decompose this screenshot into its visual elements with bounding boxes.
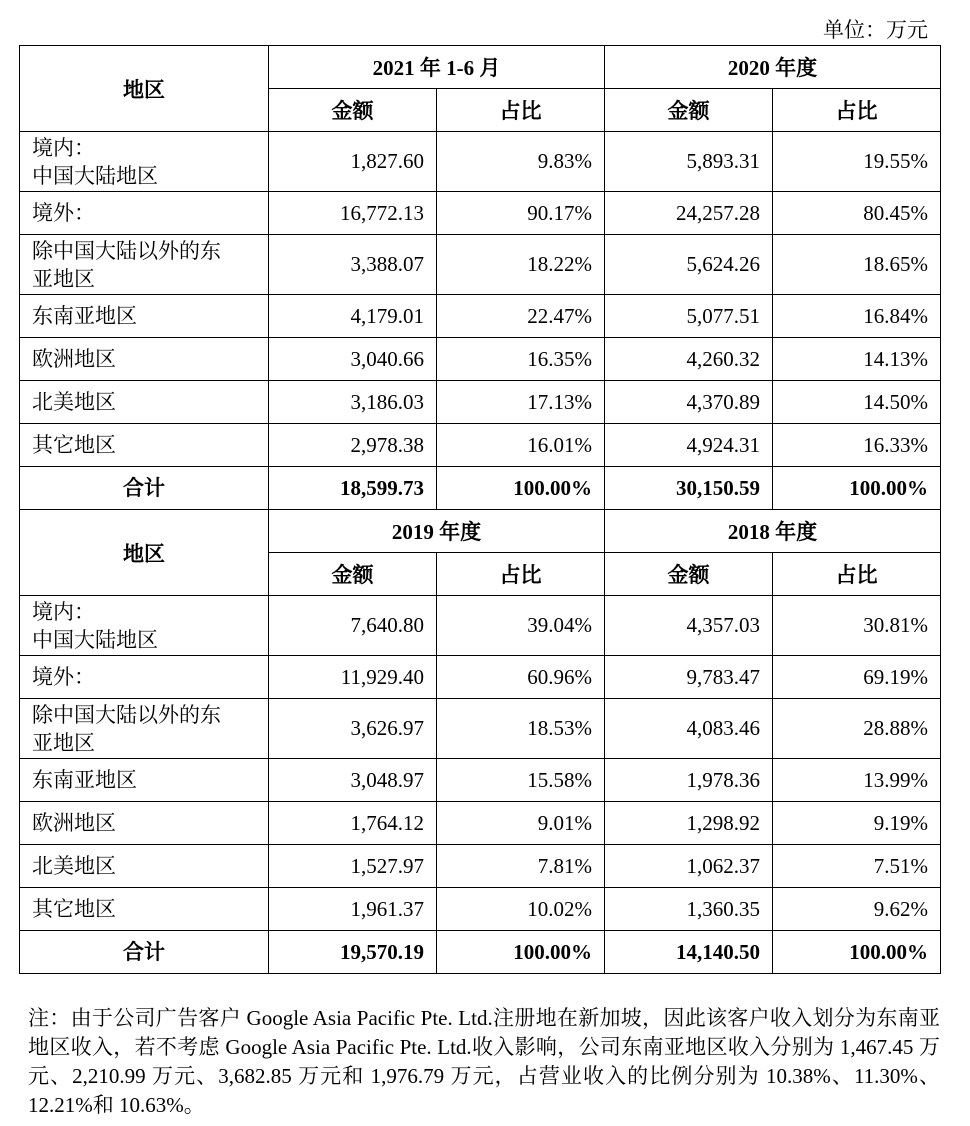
- total-row: [20, 931, 941, 974]
- ratio-cell: 16.35%: [437, 338, 605, 381]
- ratio-cell: 80.45%: [773, 192, 941, 235]
- table-row: [20, 381, 941, 424]
- amount-cell: 4,370.89: [605, 381, 773, 424]
- amount-cell: 5,077.51: [605, 295, 773, 338]
- ratio-cell: 69.19%: [773, 656, 941, 699]
- amount-cell: 4,357.03: [605, 596, 773, 656]
- ratio-cell: 13.99%: [773, 759, 941, 802]
- region-label: 其它地区: [20, 888, 269, 931]
- table-row: [20, 235, 941, 295]
- total-label: 合计: [20, 931, 269, 974]
- ratio-header: 占比: [773, 89, 941, 132]
- amount-cell: 3,186.03: [269, 381, 437, 424]
- amount-cell: 1,827.60: [269, 132, 437, 192]
- region-label: 欧洲地区: [20, 338, 269, 381]
- total-amount-cell: 14,140.50: [605, 931, 773, 974]
- period-header: 2021 年 1-6 月: [269, 46, 605, 89]
- amount-header: 金额: [605, 89, 773, 132]
- ratio-cell: 9.01%: [437, 802, 605, 845]
- footnote: 注：由于公司广告客户 Google Asia Pacific Pte. Ltd.注册地在新加坡，因此该客户收入划分为东南亚地区收入，若不考虑 Google Asia Pacific Pte. Ltd.收入影响，公司东南亚地区收入分别为 1,467.45 万元、2,210.99 万元、3,682.85 万元和 1,976.79 万元，占营业收入的比例分别为 10.38%、11.30%、12.21%和 10.63%。: [28, 1006, 940, 1117]
- amount-header: 金额: [269, 89, 437, 132]
- ratio-cell: 15.58%: [437, 759, 605, 802]
- ratio-cell: 16.33%: [773, 424, 941, 467]
- table-row: [20, 845, 941, 888]
- region-label: 东南亚地区: [20, 295, 269, 338]
- period-header: 2019 年度: [269, 510, 605, 553]
- region-label: 北美地区: [20, 845, 269, 888]
- header-row-periods: [20, 46, 941, 89]
- amount-cell: 1,062.37: [605, 845, 773, 888]
- region-label: 欧洲地区: [20, 802, 269, 845]
- table-row: [20, 699, 941, 759]
- region-label: 北美地区: [20, 381, 269, 424]
- region-label: 其它地区: [20, 424, 269, 467]
- ratio-cell: 18.53%: [437, 699, 605, 759]
- region-label: 除中国大陆以外的东 亚地区: [20, 235, 269, 295]
- amount-cell: 5,893.31: [605, 132, 773, 192]
- amount-cell: 1,298.92: [605, 802, 773, 845]
- ratio-cell: 90.17%: [437, 192, 605, 235]
- amount-cell: 24,257.28: [605, 192, 773, 235]
- ratio-cell: 18.65%: [773, 235, 941, 295]
- ratio-cell: 22.47%: [437, 295, 605, 338]
- header-row-periods: [20, 510, 941, 553]
- ratio-cell: 9.83%: [437, 132, 605, 192]
- amount-cell: 11,929.40: [269, 656, 437, 699]
- amount-header: 金额: [269, 553, 437, 596]
- ratio-cell: 7.81%: [437, 845, 605, 888]
- amount-cell: 7,640.80: [269, 596, 437, 656]
- ratio-cell: 7.51%: [773, 845, 941, 888]
- table-row: [20, 656, 941, 699]
- ratio-cell: 30.81%: [773, 596, 941, 656]
- ratio-cell: 28.88%: [773, 699, 941, 759]
- region-header: 地区: [20, 46, 269, 132]
- ratio-cell: 9.62%: [773, 888, 941, 931]
- revenue-by-region-table: [19, 45, 941, 974]
- total-ratio-cell: 100.00%: [773, 931, 941, 974]
- table-row: [20, 596, 941, 656]
- amount-header: 金额: [605, 553, 773, 596]
- table-row: [20, 888, 941, 931]
- total-ratio-cell: 100.00%: [437, 931, 605, 974]
- amount-cell: 3,040.66: [269, 338, 437, 381]
- total-ratio-cell: 100.00%: [773, 467, 941, 510]
- amount-cell: 1,764.12: [269, 802, 437, 845]
- total-ratio-cell: 100.00%: [437, 467, 605, 510]
- table-row: [20, 759, 941, 802]
- ratio-cell: 16.84%: [773, 295, 941, 338]
- amount-cell: 4,260.32: [605, 338, 773, 381]
- amount-cell: 1,961.37: [269, 888, 437, 931]
- ratio-cell: 19.55%: [773, 132, 941, 192]
- region-header: 地区: [20, 510, 269, 596]
- amount-cell: 3,626.97: [269, 699, 437, 759]
- table-row: [20, 132, 941, 192]
- table-row: [20, 802, 941, 845]
- unit-label: 单位：万元: [823, 18, 928, 42]
- region-label: 除中国大陆以外的东 亚地区: [20, 699, 269, 759]
- table-row: [20, 295, 941, 338]
- amount-cell: 5,624.26: [605, 235, 773, 295]
- table-row: [20, 192, 941, 235]
- ratio-cell: 9.19%: [773, 802, 941, 845]
- region-label: 境内： 中国大陆地区: [20, 132, 269, 192]
- table-row: [20, 424, 941, 467]
- period-header: 2020 年度: [605, 46, 941, 89]
- ratio-cell: 10.02%: [437, 888, 605, 931]
- amount-cell: 1,527.97: [269, 845, 437, 888]
- amount-cell: 9,783.47: [605, 656, 773, 699]
- ratio-cell: 60.96%: [437, 656, 605, 699]
- total-label: 合计: [20, 467, 269, 510]
- ratio-cell: 14.13%: [773, 338, 941, 381]
- total-amount-cell: 18,599.73: [269, 467, 437, 510]
- ratio-cell: 18.22%: [437, 235, 605, 295]
- amount-cell: 4,924.31: [605, 424, 773, 467]
- region-label: 境外：: [20, 656, 269, 699]
- ratio-cell: 39.04%: [437, 596, 605, 656]
- region-label: 境内： 中国大陆地区: [20, 596, 269, 656]
- table-row: [20, 338, 941, 381]
- ratio-cell: 16.01%: [437, 424, 605, 467]
- ratio-header: 占比: [437, 89, 605, 132]
- amount-cell: 4,179.01: [269, 295, 437, 338]
- amount-cell: 1,978.36: [605, 759, 773, 802]
- total-row: [20, 467, 941, 510]
- total-amount-cell: 30,150.59: [605, 467, 773, 510]
- amount-cell: 16,772.13: [269, 192, 437, 235]
- total-amount-cell: 19,570.19: [269, 931, 437, 974]
- region-label: 东南亚地区: [20, 759, 269, 802]
- ratio-header: 占比: [437, 553, 605, 596]
- ratio-cell: 17.13%: [437, 381, 605, 424]
- amount-cell: 3,388.07: [269, 235, 437, 295]
- ratio-header: 占比: [773, 553, 941, 596]
- period-header: 2018 年度: [605, 510, 941, 553]
- amount-cell: 4,083.46: [605, 699, 773, 759]
- amount-cell: 2,978.38: [269, 424, 437, 467]
- ratio-cell: 14.50%: [773, 381, 941, 424]
- amount-cell: 3,048.97: [269, 759, 437, 802]
- amount-cell: 1,360.35: [605, 888, 773, 931]
- region-label: 境外：: [20, 192, 269, 235]
